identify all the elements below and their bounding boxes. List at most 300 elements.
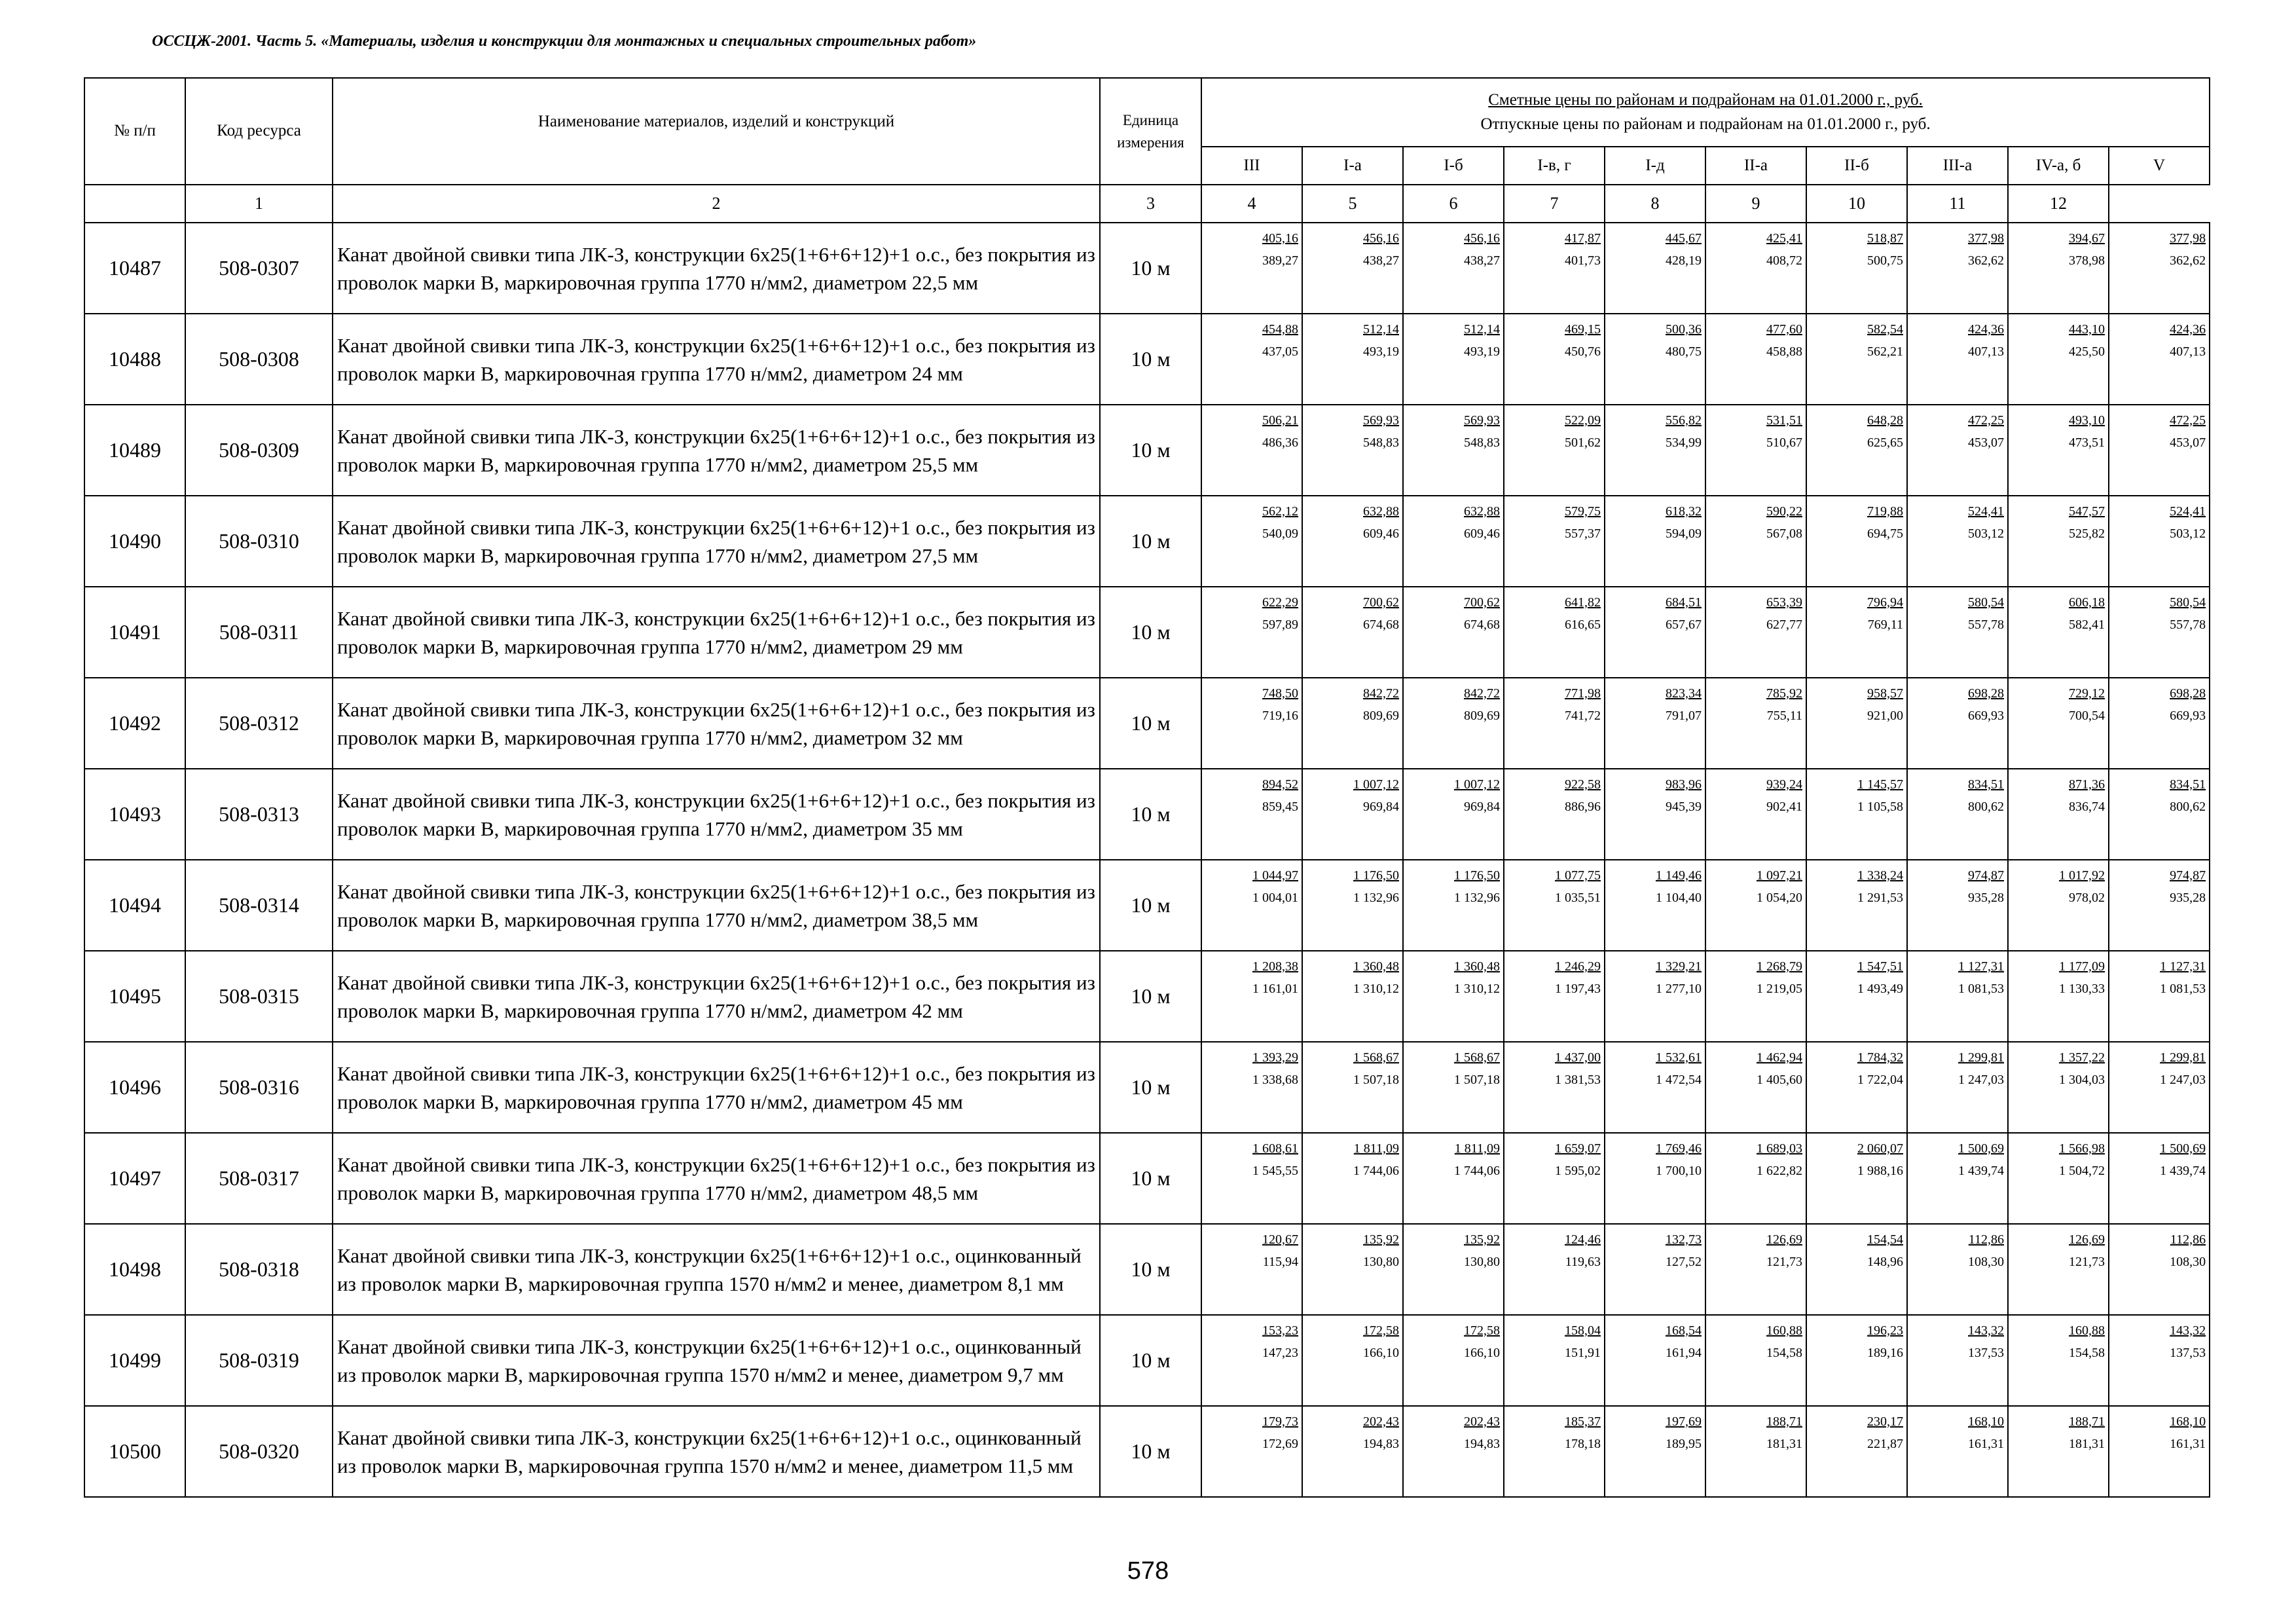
release-price: 1 081,53 [2160, 982, 2206, 996]
estimate-price: 1 268,79 [1757, 959, 1802, 974]
prices-estimate-heading: Сметные цены по районам и подрайонам на 01.01.2000 г., руб. [1488, 91, 1923, 109]
estimate-price: 622,29 [1262, 595, 1298, 610]
price-cell [1907, 1224, 2008, 1315]
price-cell [1504, 496, 1605, 587]
price-table [84, 77, 2210, 1498]
release-price: 1 744,06 [1353, 1164, 1399, 1178]
estimate-price: 653,39 [1766, 595, 1802, 610]
column-number: 1 [185, 185, 333, 223]
estimate-price: 648,28 [1867, 413, 1903, 428]
column-number: 11 [1907, 185, 2008, 223]
price-cell [1302, 860, 1403, 951]
release-price: 969,84 [1464, 800, 1500, 814]
unit: 10 м [1100, 1315, 1201, 1406]
table-row [84, 1315, 2210, 1406]
release-price: 548,83 [1363, 435, 1399, 450]
estimate-price: 112,86 [2170, 1232, 2206, 1247]
release-price: 108,30 [2170, 1255, 2206, 1269]
price-cell [1504, 769, 1605, 860]
release-price: 978,02 [2069, 891, 2105, 905]
item-name: Канат двойной свивки типа ЛК-З, конструкции 6х25(1+6+6+12)+1 о.с., без покрытия из проволок марки В, маркировочная группа 1770 н/мм2, диаметром 38,5 мм [333, 860, 1100, 951]
column-number: 3 [1100, 185, 1201, 223]
estimate-price: 143,32 [1968, 1323, 2004, 1338]
resource-code: 508-0314 [185, 860, 333, 951]
price-cell [2008, 496, 2109, 587]
release-price: 800,62 [2170, 800, 2206, 814]
price-cell [1403, 223, 1504, 314]
item-name: Канат двойной свивки типа ЛК-З, конструкции 6х25(1+6+6+12)+1 о.с., оцинкованный из проволок марки В, маркировочная группа 1570 н/мм2 и менее, диаметром 11,5 мм [333, 1406, 1100, 1497]
price-cell [2109, 860, 2210, 951]
price-cell [1403, 860, 1504, 951]
release-price: 166,10 [1363, 1346, 1399, 1360]
price-cell [2008, 587, 2109, 678]
estimate-price: 1 338,24 [1857, 868, 1903, 883]
row-number: 10492 [84, 678, 185, 769]
estimate-price: 424,36 [1968, 322, 2004, 337]
price-cell [1907, 1315, 2008, 1406]
release-price: 438,27 [1464, 253, 1500, 268]
estimate-price: 1 500,69 [2160, 1141, 2206, 1156]
price-cell [2109, 1224, 2210, 1315]
estimate-price: 160,88 [1766, 1323, 1802, 1338]
release-price: 1 439,74 [1958, 1164, 2004, 1178]
price-cell [1403, 1406, 1504, 1497]
estimate-price: 394,67 [2069, 231, 2105, 246]
column-number: 8 [1605, 185, 1705, 223]
estimate-price: 377,98 [1968, 231, 2004, 246]
estimate-price: 230,17 [1867, 1414, 1903, 1429]
region-header: V [2109, 147, 2210, 185]
price-cell [2109, 405, 2210, 496]
region-header: II-а [1705, 147, 1806, 185]
price-cell [1806, 496, 1907, 587]
price-cell [1705, 1224, 1806, 1315]
estimate-price: 1 784,32 [1857, 1050, 1903, 1065]
table-row [84, 769, 2210, 860]
estimate-price: 1 299,81 [2160, 1050, 2206, 1065]
unit: 10 м [1100, 587, 1201, 678]
price-cell [2008, 223, 2109, 314]
item-name: Канат двойной свивки типа ЛК-З, конструкции 6х25(1+6+6+12)+1 о.с., без покрытия из проволок марки В, маркировочная группа 1770 н/мм2, диаметром 48,5 мм [333, 1133, 1100, 1224]
estimate-price: 1 393,29 [1252, 1050, 1298, 1065]
price-cell [1302, 769, 1403, 860]
row-number: 10487 [84, 223, 185, 314]
release-price: 1 247,03 [2160, 1073, 2206, 1087]
item-name: Канат двойной свивки типа ЛК-З, конструкции 6х25(1+6+6+12)+1 о.с., без покрытия из проволок марки В, маркировочная группа 1770 н/мм2, диаметром 32 мм [333, 678, 1100, 769]
estimate-price: 547,57 [2069, 504, 2105, 519]
price-cell [2109, 769, 2210, 860]
release-price: 1 197,43 [1555, 982, 1601, 996]
estimate-price: 417,87 [1565, 231, 1601, 246]
price-cell [1605, 496, 1705, 587]
price-cell [1302, 1133, 1403, 1224]
price-cell [1504, 405, 1605, 496]
price-cell [1605, 1224, 1705, 1315]
release-price: 428,19 [1666, 253, 1702, 268]
resource-code: 508-0308 [185, 314, 333, 405]
resource-code: 508-0317 [185, 1133, 333, 1224]
release-price: 108,30 [1968, 1255, 2004, 1269]
estimate-price: 590,22 [1766, 504, 1802, 519]
table-row [84, 678, 2210, 769]
estimate-price: 1 547,51 [1857, 959, 1903, 974]
estimate-price: 518,87 [1867, 231, 1903, 246]
price-cell [1302, 223, 1403, 314]
estimate-price: 469,15 [1565, 322, 1601, 337]
release-price: 1 507,18 [1353, 1073, 1399, 1087]
price-cell [1806, 314, 1907, 405]
region-header: I-в, г [1504, 147, 1605, 185]
price-cell [1605, 1406, 1705, 1497]
price-cell [2008, 405, 2109, 496]
column-number: 12 [2008, 185, 2109, 223]
release-price: 115,94 [1262, 1255, 1298, 1269]
estimate-price: 719,88 [1867, 504, 1903, 519]
estimate-price: 700,62 [1464, 595, 1500, 610]
release-price: 1 054,20 [1757, 891, 1802, 905]
estimate-price: 120,67 [1262, 1232, 1298, 1247]
estimate-price: 472,25 [2170, 413, 2206, 428]
header-row-top [84, 78, 2210, 147]
table-row [84, 951, 2210, 1042]
release-price: 557,78 [2170, 618, 2206, 632]
estimate-price: 1 007,12 [1353, 777, 1399, 792]
price-cell [2109, 678, 2210, 769]
price-cell [1302, 405, 1403, 496]
estimate-price: 472,25 [1968, 413, 2004, 428]
estimate-price: 569,93 [1363, 413, 1399, 428]
estimate-price: 2 060,07 [1857, 1141, 1903, 1156]
release-price: 407,13 [2170, 344, 2206, 359]
column-number: 5 [1302, 185, 1403, 223]
price-cell [1201, 860, 1302, 951]
release-price: 1 504,72 [2059, 1164, 2105, 1178]
release-price: 453,07 [2170, 435, 2206, 450]
release-price: 401,73 [1565, 253, 1601, 268]
release-price: 534,99 [1666, 435, 1702, 450]
row-number: 10494 [84, 860, 185, 951]
price-cell [1201, 1133, 1302, 1224]
estimate-price: 785,92 [1766, 686, 1802, 701]
price-cell [1705, 769, 1806, 860]
price-cell [2008, 860, 2109, 951]
estimate-price: 1 357,22 [2059, 1050, 2105, 1065]
estimate-price: 974,87 [1968, 868, 2004, 883]
estimate-price: 1 044,97 [1252, 868, 1298, 883]
item-name: Канат двойной свивки типа ЛК-З, конструкции 6х25(1+6+6+12)+1 о.с., без покрытия из проволок марки В, маркировочная группа 1770 н/мм2, диаметром 45 мм [333, 1042, 1100, 1133]
estimate-price: 172,58 [1363, 1323, 1399, 1338]
price-cell [1403, 951, 1504, 1042]
resource-code: 508-0311 [185, 587, 333, 678]
price-cell [1705, 1042, 1806, 1133]
column-number: 6 [1403, 185, 1504, 223]
release-price: 1 744,06 [1454, 1164, 1500, 1178]
release-price: 172,69 [1262, 1437, 1298, 1451]
price-cell [1605, 769, 1705, 860]
release-price: 1 545,55 [1252, 1164, 1298, 1178]
estimate-price: 493,10 [2069, 413, 2105, 428]
resource-code: 508-0312 [185, 678, 333, 769]
price-cell [1302, 678, 1403, 769]
table-row [84, 1406, 2210, 1497]
estimate-price: 158,04 [1565, 1323, 1601, 1338]
price-cell [2008, 1042, 2109, 1133]
price-cell [1806, 1042, 1907, 1133]
price-cell [2008, 1315, 2109, 1406]
release-price: 669,93 [2170, 709, 2206, 723]
price-cell [1504, 314, 1605, 405]
price-cell [1705, 223, 1806, 314]
region-header: III [1201, 147, 1302, 185]
row-number: 10497 [84, 1133, 185, 1224]
price-cell [1605, 951, 1705, 1042]
price-cell [1605, 405, 1705, 496]
release-price: 161,31 [1968, 1437, 2004, 1451]
price-cell [1504, 1224, 1605, 1315]
row-number: 10491 [84, 587, 185, 678]
estimate-price: 579,75 [1565, 504, 1601, 519]
price-cell [1302, 314, 1403, 405]
release-price: 582,41 [2069, 618, 2105, 632]
price-cell [1605, 1042, 1705, 1133]
release-price: 119,63 [1565, 1255, 1601, 1269]
estimate-price: 524,41 [1968, 504, 2004, 519]
row-number: 10496 [84, 1042, 185, 1133]
price-cell [1504, 951, 1605, 1042]
table-row [84, 223, 2210, 314]
estimate-price: 1 568,67 [1454, 1050, 1500, 1065]
price-cell [1806, 678, 1907, 769]
release-price: 627,77 [1766, 618, 1802, 632]
release-price: 473,51 [2069, 435, 2105, 450]
estimate-price: 1 568,67 [1353, 1050, 1399, 1065]
estimate-price: 632,88 [1464, 504, 1500, 519]
estimate-price: 153,23 [1262, 1323, 1298, 1338]
column-number: 2 [333, 185, 1100, 223]
estimate-price: 1 007,12 [1454, 777, 1500, 792]
price-cell [1403, 1133, 1504, 1224]
release-price: 493,19 [1464, 344, 1500, 359]
price-cell [1806, 1224, 1907, 1315]
price-cell [1705, 951, 1806, 1042]
price-cell [2008, 1133, 2109, 1224]
estimate-price: 168,54 [1666, 1323, 1702, 1338]
price-cell [1201, 314, 1302, 405]
release-price: 1 104,40 [1656, 891, 1702, 905]
unit: 10 м [1100, 314, 1201, 405]
table-row [84, 314, 2210, 405]
price-cell [1705, 678, 1806, 769]
row-number: 10488 [84, 314, 185, 405]
release-price: 1 439,74 [2160, 1164, 2206, 1178]
price-cell [1201, 1315, 1302, 1406]
release-price: 130,80 [1363, 1255, 1399, 1269]
estimate-price: 445,67 [1666, 231, 1702, 246]
release-price: 137,53 [2170, 1346, 2206, 1360]
estimate-price: 456,16 [1363, 231, 1399, 246]
release-price: 1 472,54 [1656, 1073, 1702, 1087]
release-price: 500,75 [1867, 253, 1903, 268]
resource-code: 508-0319 [185, 1315, 333, 1406]
estimate-price: 196,23 [1867, 1323, 1903, 1338]
release-price: 1 132,96 [1454, 891, 1500, 905]
estimate-price: 580,54 [1968, 595, 2004, 610]
release-price: 1 004,01 [1252, 891, 1298, 905]
estimate-price: 700,62 [1363, 595, 1399, 610]
release-price: 181,31 [1766, 1437, 1802, 1451]
region-header: I-д [1605, 147, 1705, 185]
estimate-price: 894,52 [1262, 777, 1298, 792]
estimate-price: 1 437,00 [1555, 1050, 1601, 1065]
release-price: 1 130,33 [2059, 982, 2105, 996]
price-cell [2109, 496, 2210, 587]
release-price: 1 035,51 [1555, 891, 1601, 905]
price-cell [2008, 314, 2109, 405]
price-cell [1605, 587, 1705, 678]
release-price: 362,62 [1968, 253, 2004, 268]
price-cell [1403, 1224, 1504, 1315]
price-cell [1605, 314, 1705, 405]
price-cell [1907, 951, 2008, 1042]
release-price: 594,09 [1666, 526, 1702, 541]
estimate-price: 126,69 [1766, 1232, 1802, 1247]
release-price: 540,09 [1262, 526, 1298, 541]
price-cell [1907, 1042, 2008, 1133]
release-price: 859,45 [1262, 800, 1298, 814]
release-price: 501,62 [1565, 435, 1601, 450]
price-cell [2109, 587, 2210, 678]
estimate-price: 834,51 [2170, 777, 2206, 792]
price-cell [1201, 951, 1302, 1042]
estimate-price: 1 177,09 [2059, 959, 2105, 974]
price-cell [1302, 496, 1403, 587]
price-cell [1907, 678, 2008, 769]
estimate-price: 974,87 [2170, 868, 2206, 883]
release-price: 800,62 [1968, 800, 2004, 814]
estimate-price: 168,10 [1968, 1414, 2004, 1429]
table-row [84, 1133, 2210, 1224]
price-cell [1705, 1133, 1806, 1224]
estimate-price: 124,46 [1565, 1232, 1601, 1247]
estimate-price: 1 500,69 [1958, 1141, 2004, 1156]
release-price: 1 247,03 [1958, 1073, 2004, 1087]
release-price: 836,74 [2069, 800, 2105, 814]
release-price: 719,16 [1262, 709, 1298, 723]
estimate-price: 922,58 [1565, 777, 1601, 792]
release-price: 151,91 [1565, 1346, 1601, 1360]
unit: 10 м [1100, 1042, 1201, 1133]
item-name: Канат двойной свивки типа ЛК-З, конструкции 6х25(1+6+6+12)+1 о.с., без покрытия из проволок марки В, маркировочная группа 1770 н/мм2, диаметром 22,5 мм [333, 223, 1100, 314]
release-price: 935,28 [2170, 891, 2206, 905]
price-cell [2109, 1133, 2210, 1224]
release-price: 921,00 [1867, 709, 1903, 723]
estimate-price: 179,73 [1262, 1414, 1298, 1429]
price-cell [1806, 951, 1907, 1042]
page-number: 578 [1127, 1557, 1169, 1585]
region-header: II-б [1806, 147, 1907, 185]
price-cell [1806, 1406, 1907, 1497]
item-name: Канат двойной свивки типа ЛК-З, конструкции 6х25(1+6+6+12)+1 о.с., без покрытия из проволок марки В, маркировочная группа 1770 н/мм2, диаметром 29 мм [333, 587, 1100, 678]
estimate-price: 823,34 [1666, 686, 1702, 701]
release-price: 378,98 [2069, 253, 2105, 268]
estimate-price: 771,98 [1565, 686, 1601, 701]
table-row [84, 405, 2210, 496]
estimate-price: 424,36 [2170, 322, 2206, 337]
release-price: 1 132,96 [1353, 891, 1399, 905]
unit: 10 м [1100, 860, 1201, 951]
price-cell [1302, 1406, 1403, 1497]
price-cell [1605, 860, 1705, 951]
price-cell [2008, 678, 2109, 769]
release-price: 450,76 [1565, 344, 1601, 359]
estimate-price: 168,10 [2170, 1414, 2206, 1429]
price-cell [1504, 678, 1605, 769]
release-price: 1 722,04 [1857, 1073, 1903, 1087]
release-price: 609,46 [1464, 526, 1500, 541]
region-header: IV-а, б [2008, 147, 2109, 185]
release-price: 809,69 [1464, 709, 1500, 723]
price-cell [1705, 405, 1806, 496]
release-price: 362,62 [2170, 253, 2206, 268]
estimate-price: 983,96 [1666, 777, 1702, 792]
release-price: 486,36 [1262, 435, 1298, 450]
estimate-price: 842,72 [1464, 686, 1500, 701]
col-header-name: Наименование материалов, изделий и конструкций [333, 78, 1100, 185]
estimate-price: 185,37 [1565, 1414, 1601, 1429]
table-row [84, 1224, 2210, 1315]
release-price: 945,39 [1666, 800, 1702, 814]
release-price: 154,58 [1766, 1346, 1802, 1360]
price-cell [1201, 587, 1302, 678]
release-price: 886,96 [1565, 800, 1601, 814]
price-cell [1806, 1315, 1907, 1406]
estimate-price: 1 145,57 [1857, 777, 1903, 792]
price-cell [1806, 587, 1907, 678]
release-price: 557,37 [1565, 526, 1601, 541]
release-price: 694,75 [1867, 526, 1903, 541]
price-cell [1806, 1133, 1907, 1224]
estimate-price: 512,14 [1363, 322, 1399, 337]
estimate-price: 698,28 [1968, 686, 2004, 701]
price-cell [1302, 1315, 1403, 1406]
price-cell [1403, 405, 1504, 496]
region-header: I-б [1403, 147, 1504, 185]
price-cell [2109, 1315, 2210, 1406]
price-cell [1504, 587, 1605, 678]
item-name: Канат двойной свивки типа ЛК-З, конструкции 6х25(1+6+6+12)+1 о.с., оцинкованный из проволок марки В, маркировочная группа 1570 н/мм2 и менее, диаметром 8,1 мм [333, 1224, 1100, 1315]
release-price: 389,27 [1262, 253, 1298, 268]
row-number: 10490 [84, 496, 185, 587]
release-price: 480,75 [1666, 344, 1702, 359]
table-row [84, 1042, 2210, 1133]
estimate-price: 1 017,92 [2059, 868, 2105, 883]
price-cell [1302, 1224, 1403, 1315]
unit: 10 м [1100, 1133, 1201, 1224]
estimate-price: 1 360,48 [1454, 959, 1500, 974]
price-cell [1907, 1133, 2008, 1224]
price-cell [1705, 1406, 1806, 1497]
estimate-price: 618,32 [1666, 504, 1702, 519]
resource-code: 508-0315 [185, 951, 333, 1042]
resource-code: 508-0318 [185, 1224, 333, 1315]
unit: 10 м [1100, 1406, 1201, 1497]
release-price: 221,87 [1867, 1437, 1903, 1451]
price-cell [1605, 1315, 1705, 1406]
estimate-price: 197,69 [1666, 1414, 1702, 1429]
price-cell [1907, 1406, 2008, 1497]
estimate-price: 1 176,50 [1353, 868, 1399, 883]
release-price: 1 595,02 [1555, 1164, 1601, 1178]
